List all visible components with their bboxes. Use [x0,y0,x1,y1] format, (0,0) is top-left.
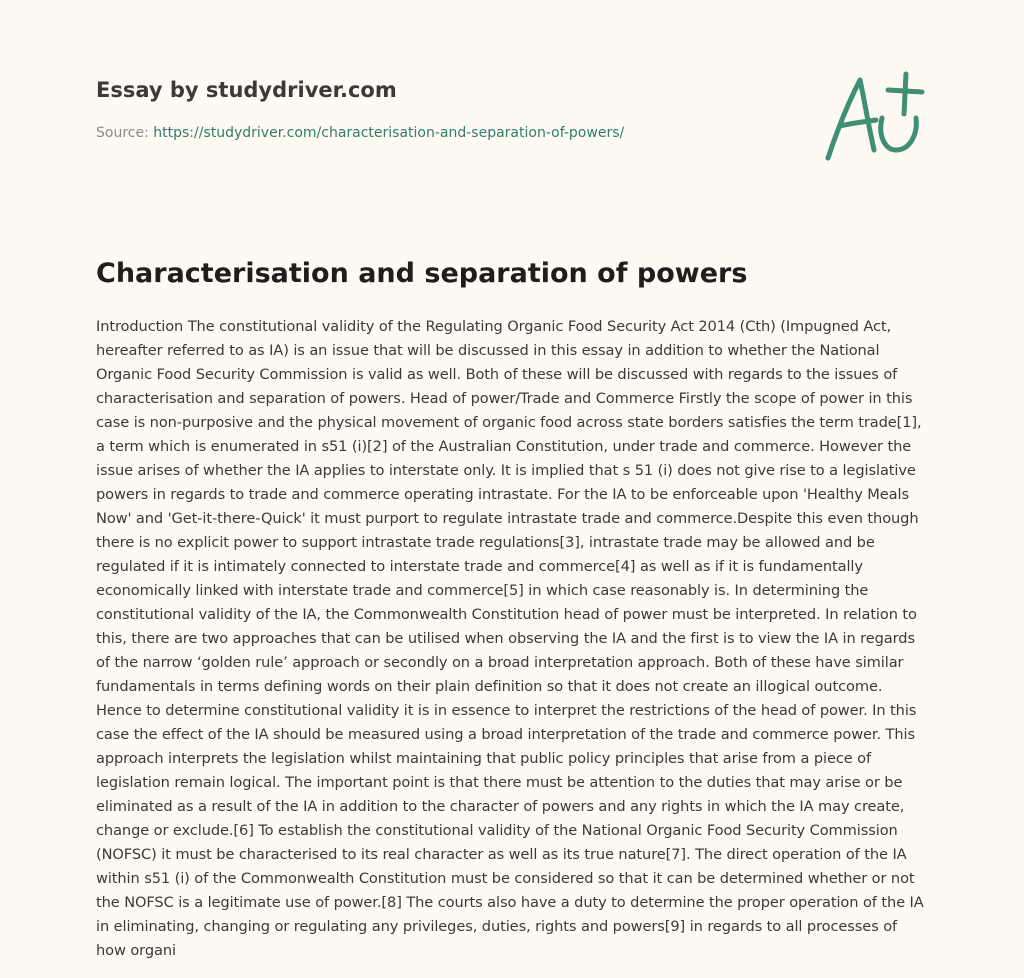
site-header [96,76,397,104]
a-plus-logo-icon [818,68,928,164]
source-label: Source: [96,125,149,141]
source-link[interactable]: https://studydriver.com/characterisation-and-separation-of-powers/ [153,125,625,141]
essay-title: Characterisation and separation of powers [96,258,748,289]
brand-title: Essay by studydriver.com [96,78,397,102]
source-line [96,124,624,142]
essay-body: Introduction The constitutional validity of the Regulating Organic Food Security Act 2014 (Cth) (Impugned Act, hereafter referred to as IA) is an issue that will be discussed in this essay in addition to whether the National Organic Food Security Commission is valid as well. Both of these will be discussed with regards to the issues of characterisation and separation of powers. Head of power/Trade and Commerce Firstly the scope of power in this case is non-purposive and the physical movement of organic food across state borders satisfies the term trade[1], a term which is enumerated in s51 (i)[2] of the Australian Constitution, under trade and commerce. However the issue arises of whether the IA applies to interstate only. It is implied that s 51 (i) does not give rise to a legislative powers in regards to trade and commerce operating intrastate. For the IA to be enforceable upon 'Healthy Meals Now' and 'Get-it-there-Quick' it must purport to regulate intrastate trade and commerce.Despite this even though there is no explicit power to support intrastate trade regulations[3], intrastate trade may be allowed and be regulated if it is intimately connected to interstate trade and commerce[4] as well as if it is fundamentally economically linked with interstate trade and commerce[5] in which case reasonably is. In determining the constitutional validity of the IA, the Commonwealth Constitution head of power must be interpreted. In relation to this, there are two approaches that can be utilised when observing the IA and the first is to view the IA in regards of the narrow ‘golden rule’ approach or secondly on a broad interpretation approach. Both of these have similar fundamentals in terms defining words on their plain definition so that it does not create an illogical outcome. Hence to determine constitutional validity it is in essence to interpret the restrictions of the head of power. In this case the effect of the IA should be measured using a broad interpretation of the trade and commerce power. This approach interprets the legislation whilst maintaining that public policy principles that arise from a piece of legislation remain logical. The important point is that there must be attention to the duties that may arise or be eliminated as a result of the IA in addition to the character of powers and any rights in which the IA may create, change or exclude.[6] To establish the constitutional validity of the National Organic Food Security Commission (NOFSC) it must be characterised to its real character as well as its true nature[7]. The direct operation of the IA within s51 (i) of the Commonwealth Constitution must be considered so that it can be determined whether or not the NOFSC is a legitimate use of power.[8] The courts also have a duty to determine the proper operation of the IA in eliminating, changing or regulating any privileges, duties, rights and powers[9] in regards to all processes of how organi [96,318,924,959]
